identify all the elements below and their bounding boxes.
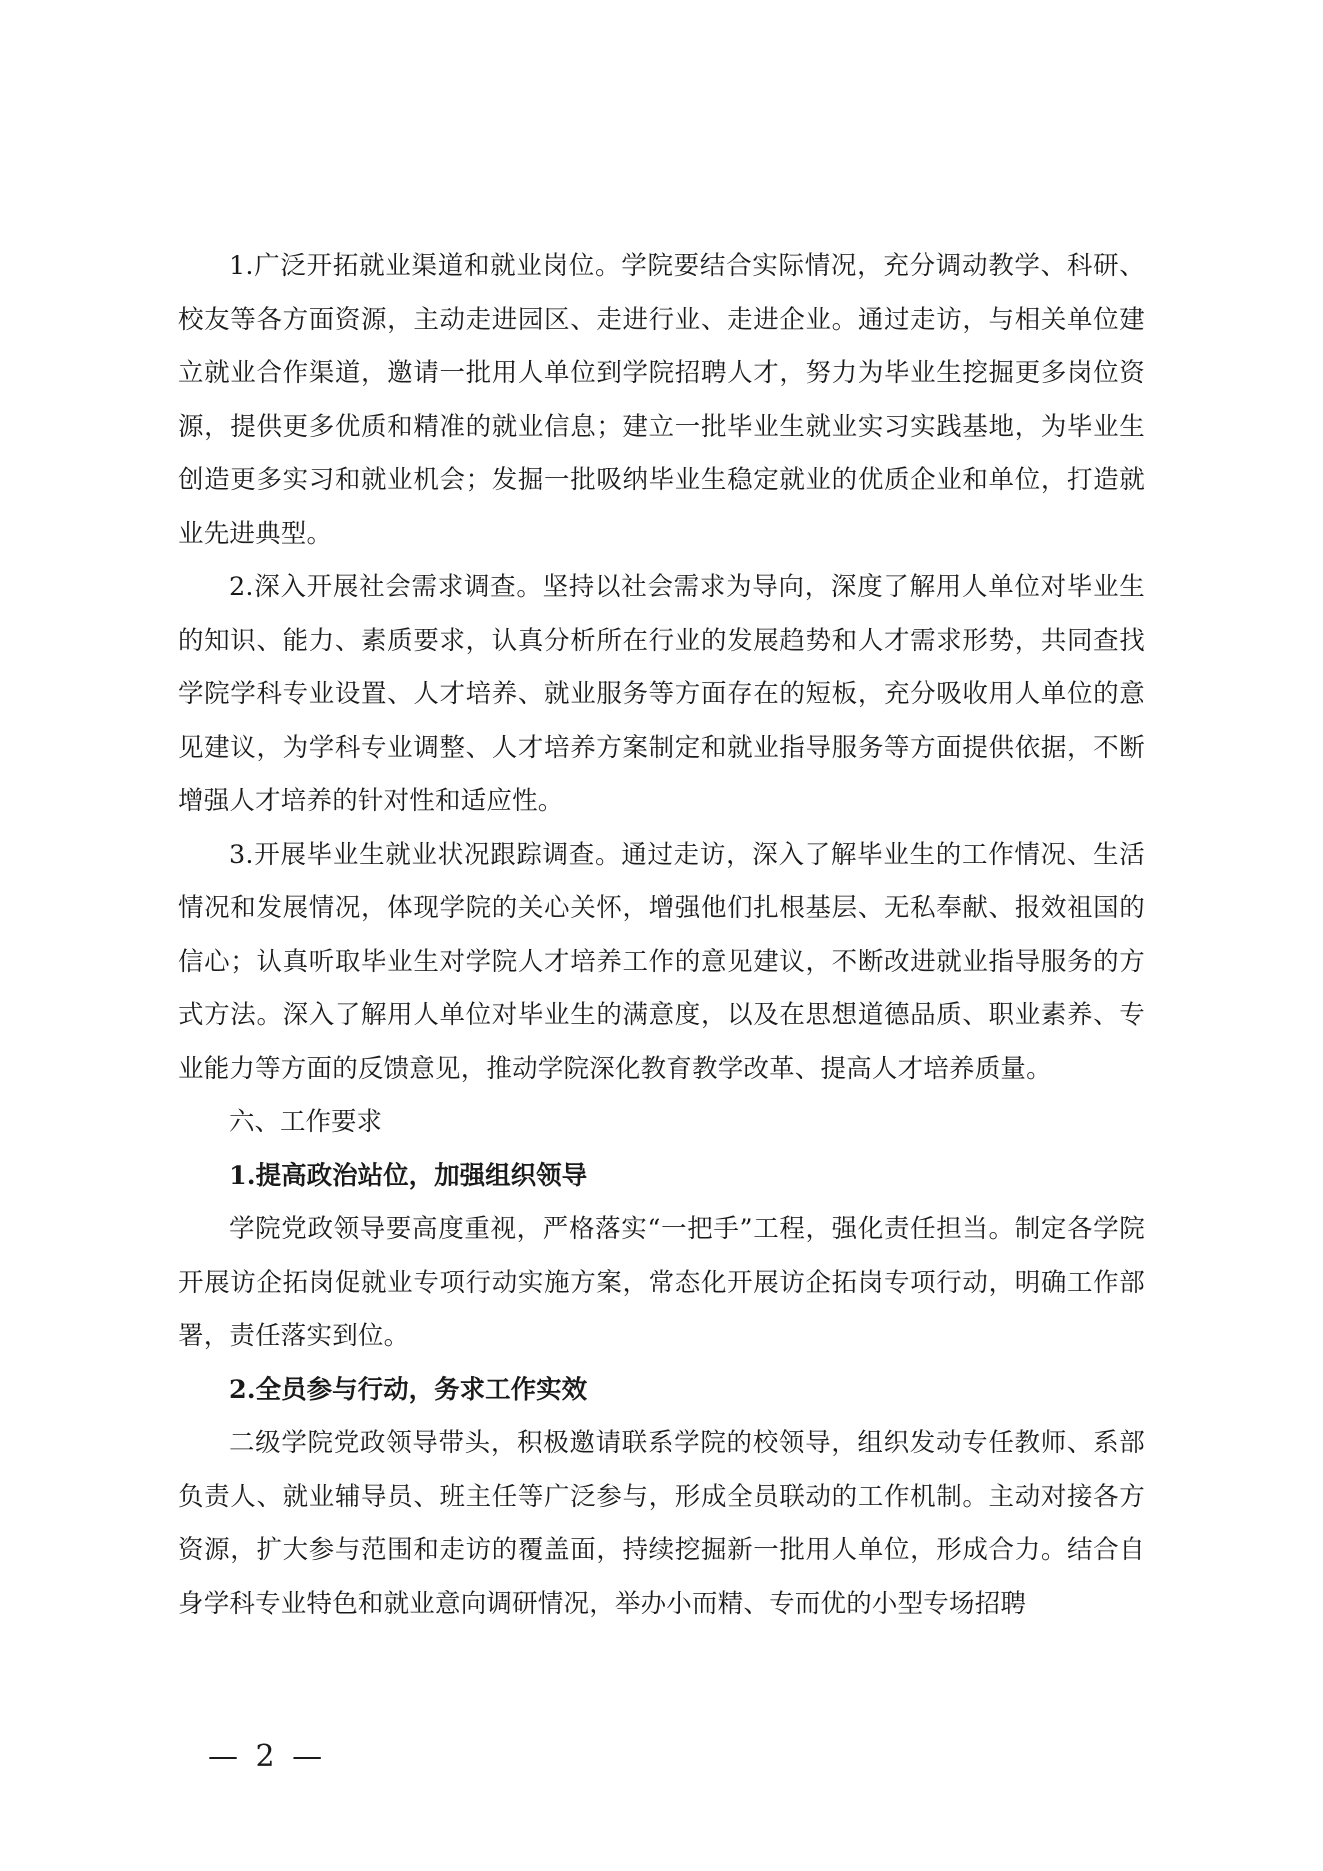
paragraph-expand-channels: 1.广泛开拓就业渠道和就业岗位。学院要结合实际情况，充分调动教学、科研、校友等各方面资源，主动走进园区、走进行业、走进企业。通过走访，与相关单位建立就业合作渠道，邀请一批用人单位到学院招聘人才，努力为毕业生挖掘更多岗位资源，提供更多优质和精准的就业信息；建立一批毕业生就业实习实践基地，为毕业生创造更多实习和就业机会；发掘一批吸纳毕业生稳定就业的优质企业和单位，打造就业先进典型。 — [178, 251, 1145, 549]
paragraph-full-participation: 二级学院党政领导带头，积极邀请联系学院的校领导，组织发动专任教师、系部负责人、就业辅导员、班主任等广泛参与，形成全员联动的工作机制。主动对接各方资源，扩大参与范围和走访的覆盖面，持续挖掘新一批用人单位，形成合力。结合自身学科专业特色和就业意向调研情况，举办小而精、专而优的小型专场招聘 — [178, 1428, 1145, 1619]
document-body — [178, 240, 1145, 1631]
page-number: — 2 — — [208, 1739, 327, 1774]
paragraph-political-standing: 学院党政领导要高度重视，严格落实“一把手”工程，强化责任担当。制定各学院开展访企拓岗促就业专项行动实施方案，常态化开展访企拓岗专项行动，明确工作部署，责任落实到位。 — [178, 1214, 1145, 1351]
section-heading-work-requirements: 六、工作要求 — [229, 1107, 383, 1137]
paragraph-graduate-tracking: 3.开展毕业生就业状况跟踪调查。通过走访，深入了解毕业生的工作情况、生活情况和发展情况，体现学院的关心关怀，增强他们扎根基层、无私奉献、报效祖国的信心；认真听取毕业生对学院人才培养工作的意见建议，不断改进就业指导服务的方式方法。深入了解用人单位对毕业生的满意度，以及在思想道德品质、职业素养、专业能力等方面的反馈意见，推动学院深化教育教学改革、提高人才培养质量。 — [178, 839, 1145, 1084]
subheading-full-participation: 2.全员参与行动，务求工作实效 — [229, 1374, 588, 1405]
paragraph-demand-survey: 2.深入开展社会需求调查。坚持以社会需求为导向，深度了解用人单位对毕业生的知识、能力、素质要求，认真分析所在行业的发展趋势和人才需求形势，共同查找学院学科专业设置、人才培养、就业服务等方面存在的短板，充分吸收用人单位的意见建议，为学科专业调整、人才培养方案制定和就业指导服务等方面提供依据，不断增强人才培养的针对性和适应性。 — [178, 572, 1145, 816]
subheading-political-standing: 1.提高政治站位，加强组织领导 — [229, 1160, 588, 1191]
